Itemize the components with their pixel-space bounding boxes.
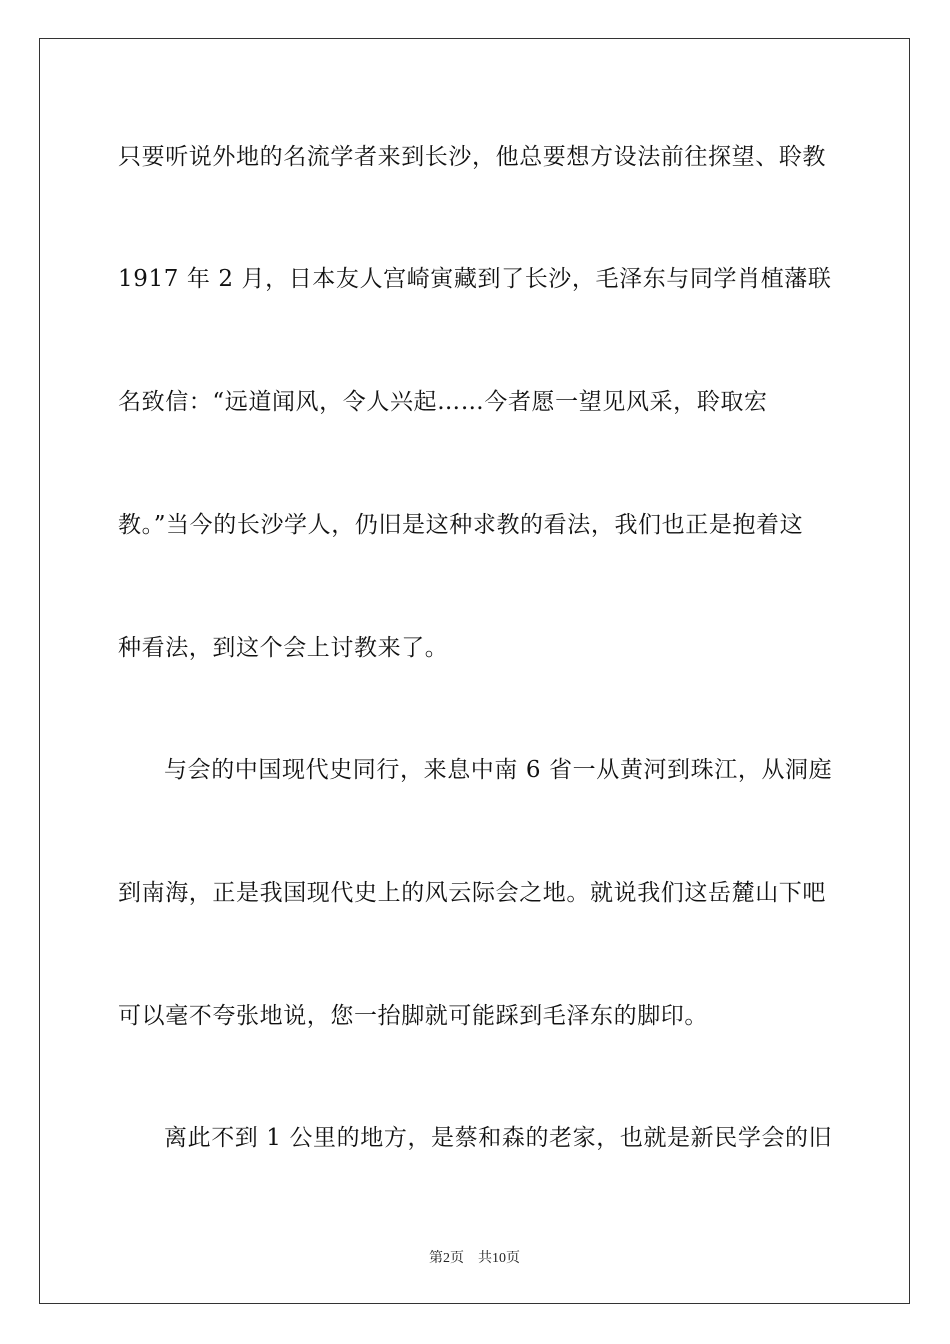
text-line-1: 只要听说外地的名流学者来到长沙，他总要想方设法前往探望、聆教: [118, 144, 826, 170]
text-line-7: 到南海，正是我国现代史上的风云际会之地。就说我们这岳麓山下吧: [118, 880, 826, 906]
text-line-6: 与会的中国现代史同行，来息中南 6 省一从黄河到珠江，从洞庭: [164, 757, 833, 783]
text-line-8: 可以毫不夸张地说，您一抬脚就可能踩到毛泽东的脚印。: [118, 1003, 708, 1029]
page-footer: [40, 1247, 909, 1267]
page-number: 第2页: [429, 1251, 464, 1266]
page-total: 共10页: [478, 1251, 520, 1266]
text-line-5: 种看法，到这个会上讨教来了。: [118, 635, 449, 661]
text-line-4: 教。”当今的长沙学人，仍旧是这种求教的看法，我们也正是抱着这: [118, 512, 804, 538]
document-page: [39, 38, 910, 1304]
text-line-9: 离此不到 1 公里的地方，是蔡和森的老家，也就是新民学会的旧: [164, 1125, 833, 1151]
text-line-2: 1917 年 2 月，日本友人宫崎寅藏到了长沙，毛泽东与同学肖植藩联: [118, 266, 832, 292]
text-line-3: 名致信：“远道闻风，令人兴起……今者愿一望见风采，聆取宏: [118, 389, 768, 415]
